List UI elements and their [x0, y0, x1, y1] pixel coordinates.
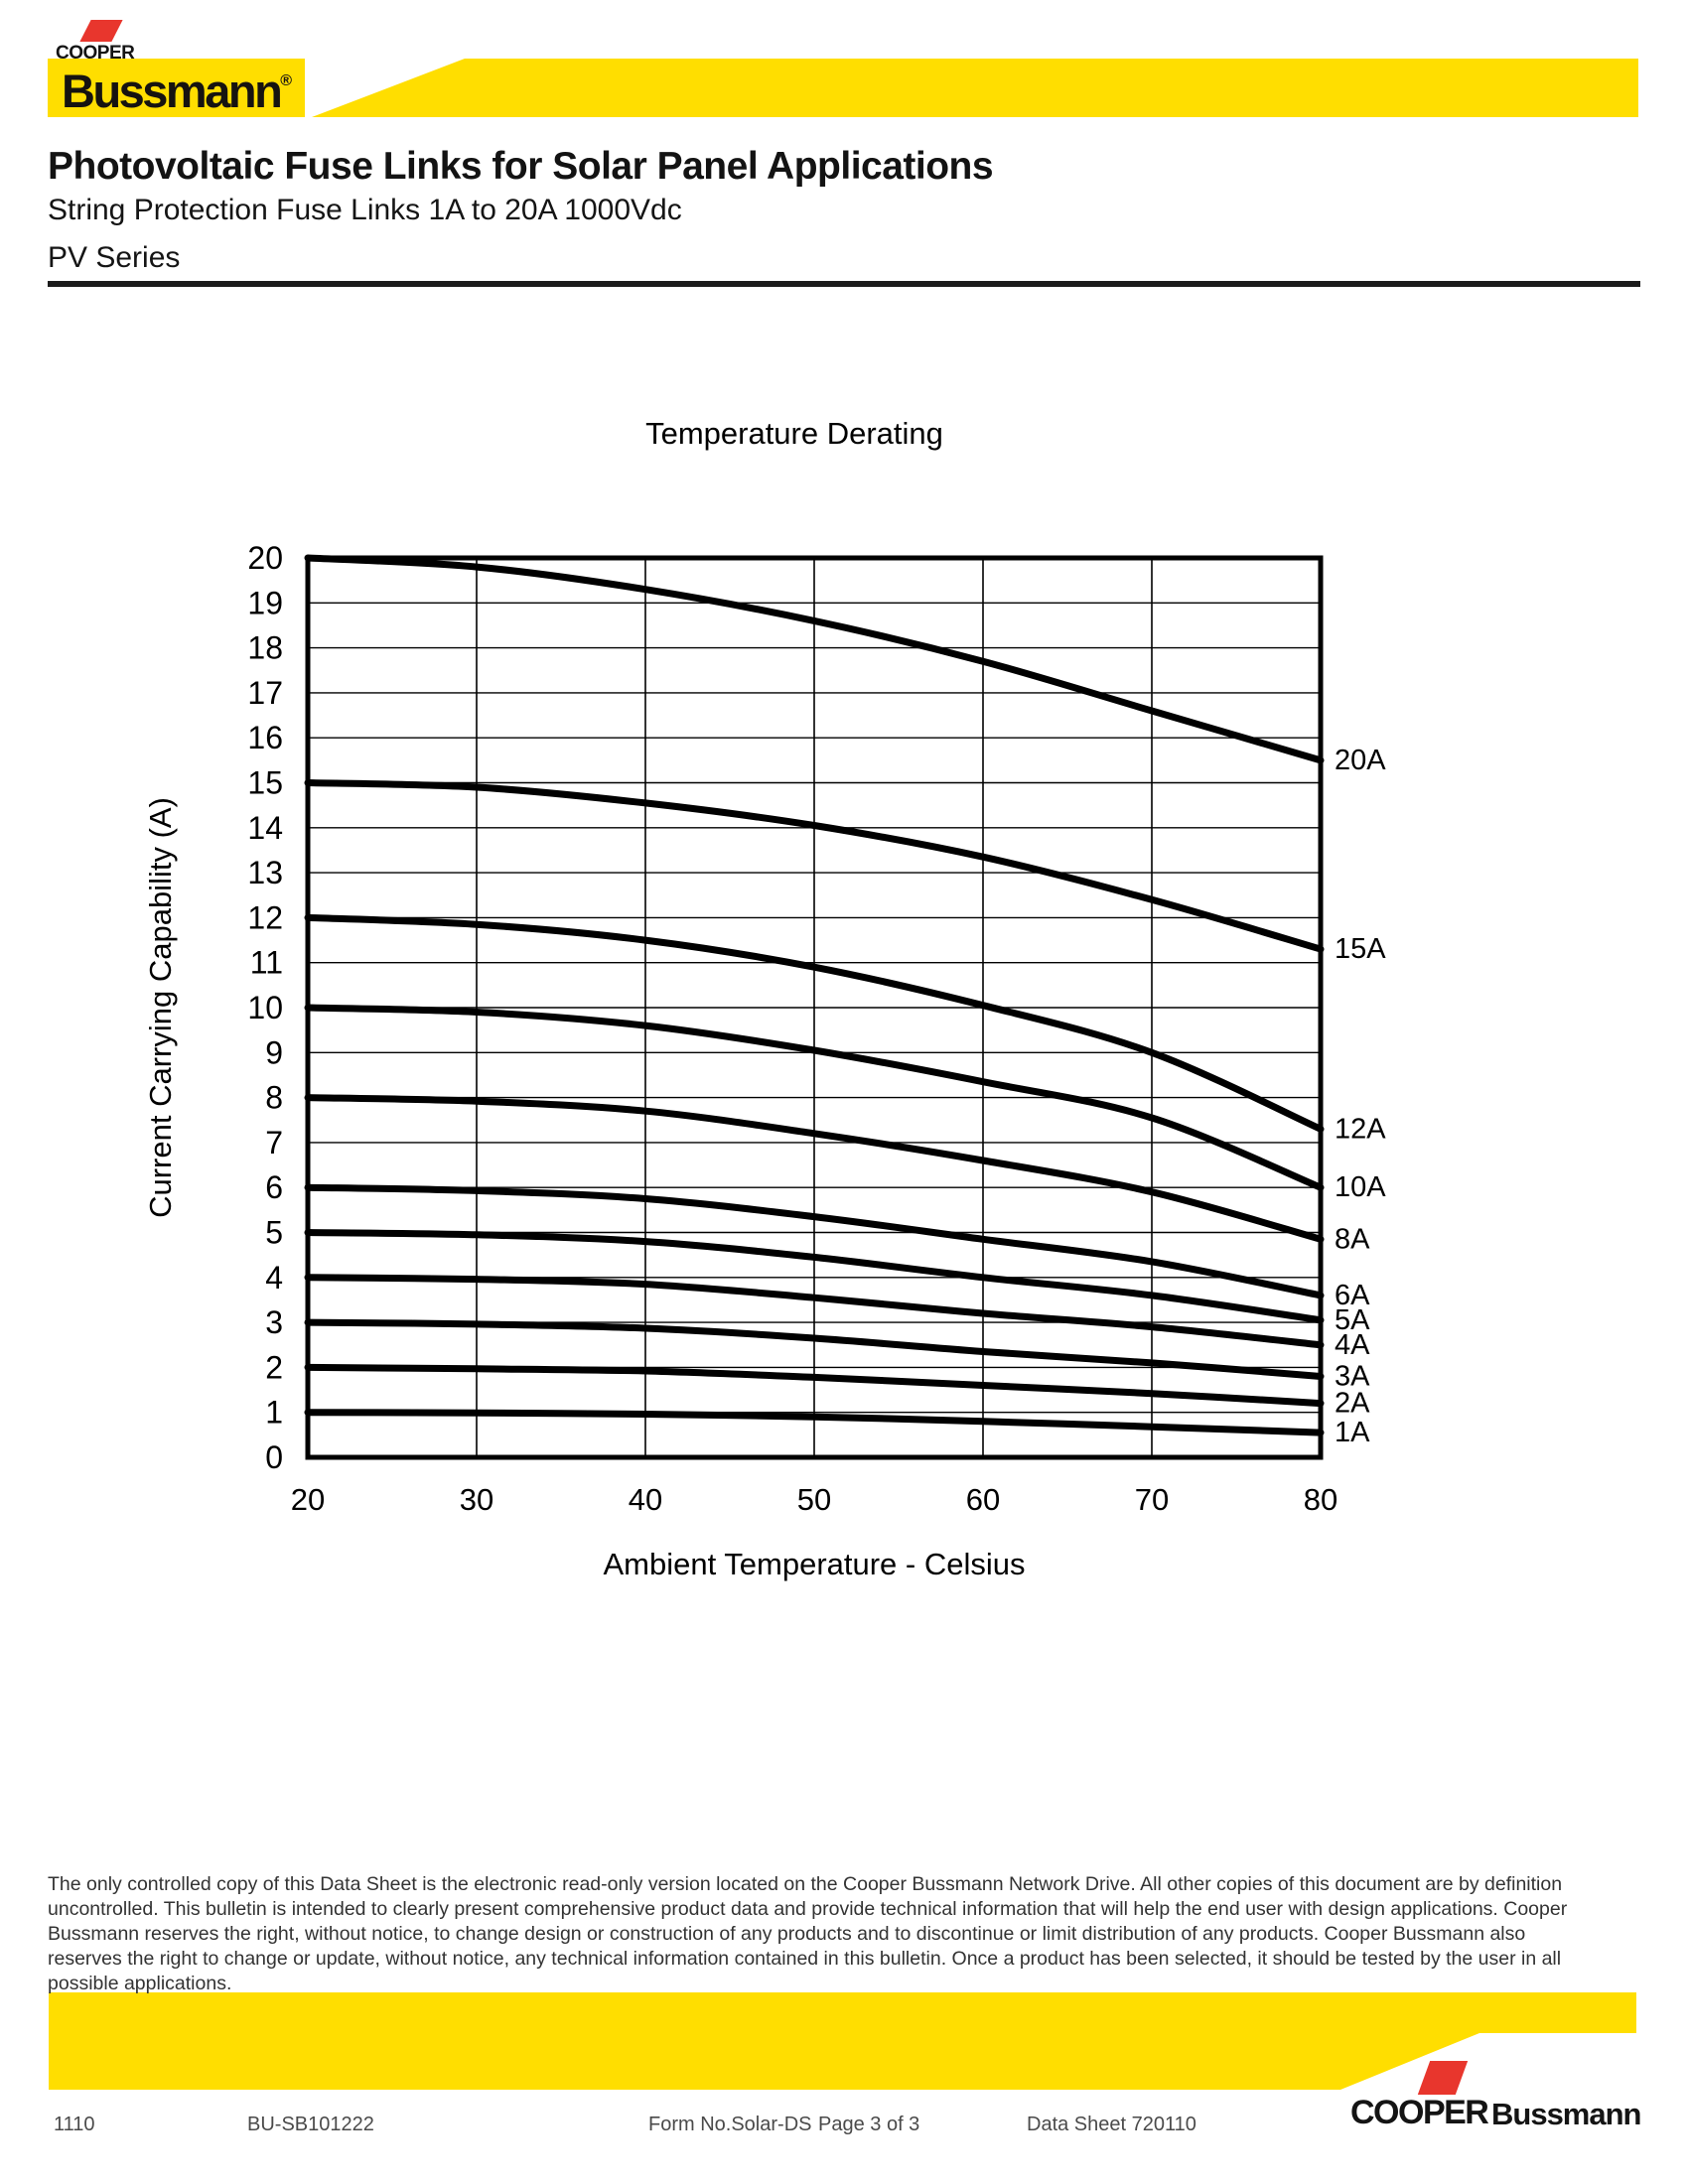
- x-tick-label: 80: [1303, 1482, 1338, 1517]
- x-tick-label: 40: [628, 1482, 663, 1517]
- footer-bussmann-wordmark: Bussmann: [1491, 2097, 1641, 2131]
- page-title: Photovoltaic Fuse Links for Solar Panel Applications: [48, 145, 994, 188]
- footer-form-no: Form No.Solar-DS: [648, 2114, 812, 2135]
- y-tick-label: 16: [247, 720, 283, 756]
- registered-mark: ®: [280, 72, 293, 89]
- y-tick-label: 2: [265, 1349, 283, 1386]
- y-tick-label: 3: [265, 1304, 283, 1341]
- disclaimer-line: The only controlled copy of this Data Sheet is the electronic read-only version located on the Cooper Bussmann Network Drive. All other copies of this document are by definition: [48, 1873, 1563, 1895]
- y-tick-label: 8: [265, 1079, 283, 1116]
- y-tick-label: 13: [247, 855, 283, 891]
- chart-title: Temperature Derating: [645, 416, 943, 451]
- cooper-wordmark: COOPER: [56, 43, 135, 64]
- x-tick-label: 60: [965, 1482, 1001, 1517]
- disclaimer-line: Bussmann reserves the right, without notice, to change design or construction of any products and to discontinue or limit distribution of any products. Cooper Bussmann also: [48, 1923, 1526, 1945]
- disclaimer-line: reserves the right to change or update, without notice, any technical information contained in this bulletin. Once a product has been selected, it should be tested by the user in all: [48, 1948, 1562, 1970]
- series-name: PV Series: [48, 241, 181, 274]
- curve-label-2A: 2A: [1335, 1387, 1370, 1420]
- footer-doc-code: BU-SB101222: [247, 2114, 374, 2135]
- y-tick-label: 4: [265, 1259, 283, 1296]
- y-tick-label: 5: [265, 1214, 283, 1251]
- x-axis-title: Ambient Temperature - Celsius: [603, 1547, 1026, 1581]
- footer-page-info: Page 3 of 3: [818, 2114, 920, 2135]
- x-tick-label: 30: [459, 1482, 494, 1517]
- curve-label-3A: 3A: [1335, 1360, 1370, 1393]
- y-tick-label: 17: [247, 674, 283, 711]
- y-tick-label: 18: [247, 629, 283, 666]
- y-tick-label: 9: [265, 1034, 283, 1071]
- footer-code: 1110: [54, 2114, 95, 2135]
- y-tick-label: 12: [247, 899, 283, 936]
- page-subtitle: String Protection Fuse Links 1A to 20A 1000Vdc: [48, 194, 682, 226]
- footer-datasheet: Data Sheet 720110: [1027, 2114, 1196, 2135]
- bussmann-wordmark-text: Bussmann: [62, 65, 281, 117]
- disclaimer-line: possible applications.: [48, 1973, 232, 1994]
- footer-cooper-wordmark: COOPER: [1350, 2094, 1488, 2131]
- curve-label-5A: 5A: [1335, 1303, 1370, 1336]
- disclaimer-line: uncontrolled. This bulletin is intended to clearly present comprehensive product data and provide technical information that will help the end user with design applications. Cooper: [48, 1898, 1568, 1920]
- curve-label-12A: 12A: [1335, 1113, 1386, 1146]
- y-tick-label: 19: [247, 585, 283, 621]
- x-tick-label: 70: [1134, 1482, 1170, 1517]
- disclaimer-paragraph: [48, 1872, 1567, 1996]
- curve-label-4A: 4A: [1335, 1328, 1370, 1361]
- y-tick-label: 1: [265, 1394, 283, 1431]
- y-tick-label: 20: [247, 540, 283, 576]
- curve-label-8A: 8A: [1335, 1223, 1370, 1256]
- curve-label-15A: 15A: [1335, 933, 1386, 966]
- bussmann-wordmark: [62, 64, 292, 118]
- y-axis-title: Current Carrying Capability (A): [143, 797, 178, 1218]
- curve-label-20A: 20A: [1335, 744, 1386, 776]
- y-tick-label: 0: [265, 1439, 283, 1475]
- x-tick-label: 50: [796, 1482, 832, 1517]
- curve-label-10A: 10A: [1335, 1171, 1386, 1204]
- curve-label-6A: 6A: [1335, 1279, 1370, 1311]
- footer-yellow-band: [49, 1992, 1636, 2090]
- y-tick-label: 11: [249, 944, 283, 981]
- curve-label-1A: 1A: [1335, 1417, 1370, 1449]
- y-tick-label: 10: [247, 990, 283, 1025]
- y-tick-label: 15: [247, 764, 283, 801]
- x-tick-label: 20: [290, 1482, 326, 1517]
- y-tick-label: 14: [247, 809, 283, 846]
- y-tick-label: 7: [265, 1124, 283, 1160]
- y-tick-label: 6: [265, 1169, 283, 1206]
